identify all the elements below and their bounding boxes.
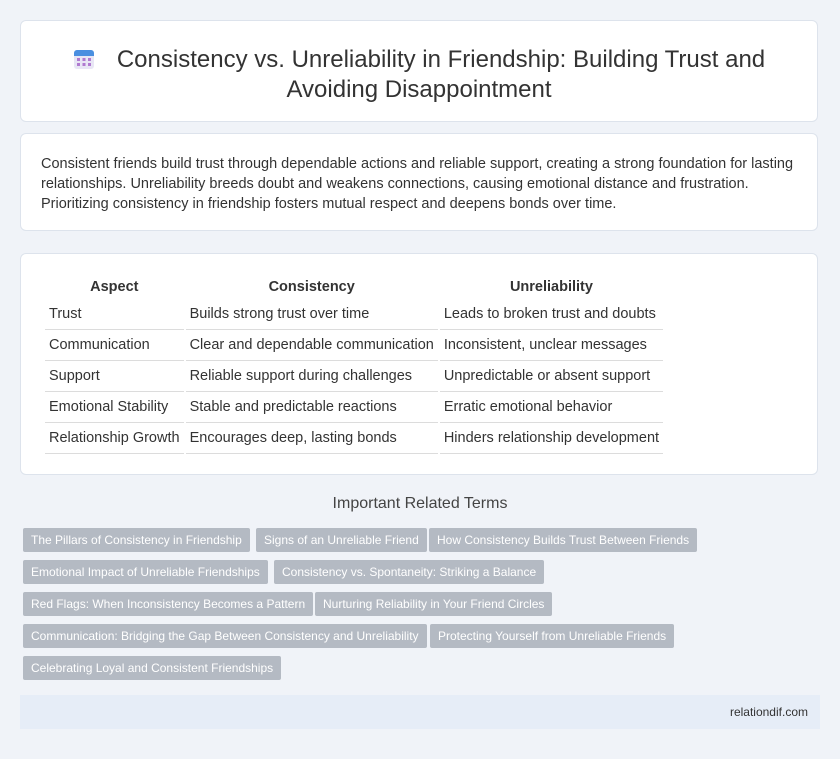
related-term-link[interactable]: Nurturing Reliability in Your Friend Circles xyxy=(315,592,552,616)
related-term-link[interactable]: The Pillars of Consistency in Friendship xyxy=(23,528,250,552)
table-header-row xyxy=(45,274,663,299)
table-cell: Emotional Stability xyxy=(45,392,184,423)
table-cell: Encourages deep, lasting bonds xyxy=(186,423,438,454)
comparison-table xyxy=(43,274,665,454)
table-cell: Clear and dependable communication xyxy=(186,330,438,361)
table-cell: Stable and predictable reactions xyxy=(186,392,438,423)
table-cell: Hinders relationship development xyxy=(440,423,663,454)
related-term-link[interactable]: Communication: Bridging the Gap Between Consistency and Unreliability xyxy=(23,624,427,648)
intro-text: Consistent friends build trust through dependable actions and reliable support, creating a strong foundation for lasting relationships. Unreliability breeds doubt and weakens connections, causing emotional distance and frustration. Prioritizing consistency in friendship fosters mutual respect and deepens bonds over time. xyxy=(41,156,794,212)
table-cell: Trust xyxy=(45,299,184,330)
table-cell: Unpredictable or absent support xyxy=(440,361,663,392)
related-term-link[interactable]: Emotional Impact of Unreliable Friendships xyxy=(23,560,268,584)
calendar-icon xyxy=(73,48,95,70)
column-header: Consistency xyxy=(268,279,355,295)
column-header: Aspect xyxy=(90,279,139,295)
table-row xyxy=(45,299,663,330)
footer xyxy=(20,695,820,729)
related-term-link[interactable]: Consistency vs. Spontaneity: Striking a Balance xyxy=(274,560,544,584)
table-row xyxy=(45,330,663,361)
table-row xyxy=(45,423,663,454)
page-title-text: Consistency vs. Unreliability in Friendship: Building Trust and Avoiding Disappointment xyxy=(116,46,766,103)
column-header: Unreliability xyxy=(509,279,593,295)
page-title xyxy=(61,45,777,105)
table-cell: Reliable support during challenges xyxy=(186,361,438,392)
table-cell: Communication xyxy=(45,330,184,361)
table-cell: Inconsistent, unclear messages xyxy=(440,330,663,361)
comparison-table-card xyxy=(20,253,818,475)
header-card xyxy=(20,20,818,122)
related-term-link[interactable]: How Consistency Builds Trust Between Friends xyxy=(429,528,697,552)
related-term-link[interactable]: Red Flags: When Inconsistency Becomes a Pattern xyxy=(23,592,313,616)
related-term-link[interactable]: Signs of an Unreliable Friend xyxy=(256,528,427,552)
footer-site-link[interactable]: relationdif.com xyxy=(729,705,808,719)
related-term-link[interactable]: Protecting Yourself from Unreliable Friends xyxy=(430,624,674,648)
table-row xyxy=(45,392,663,423)
table-row xyxy=(45,361,663,392)
related-term-link[interactable]: Celebrating Loyal and Consistent Friendships xyxy=(23,656,281,680)
related-terms-heading: Important Related Terms xyxy=(332,495,508,512)
table-cell: Leads to broken trust and doubts xyxy=(440,299,663,330)
table-cell: Support xyxy=(45,361,184,392)
table-cell: Erratic emotional behavior xyxy=(440,392,663,423)
intro-card xyxy=(20,133,818,231)
table-cell: Relationship Growth xyxy=(45,423,184,454)
table-cell: Builds strong trust over time xyxy=(186,299,438,330)
